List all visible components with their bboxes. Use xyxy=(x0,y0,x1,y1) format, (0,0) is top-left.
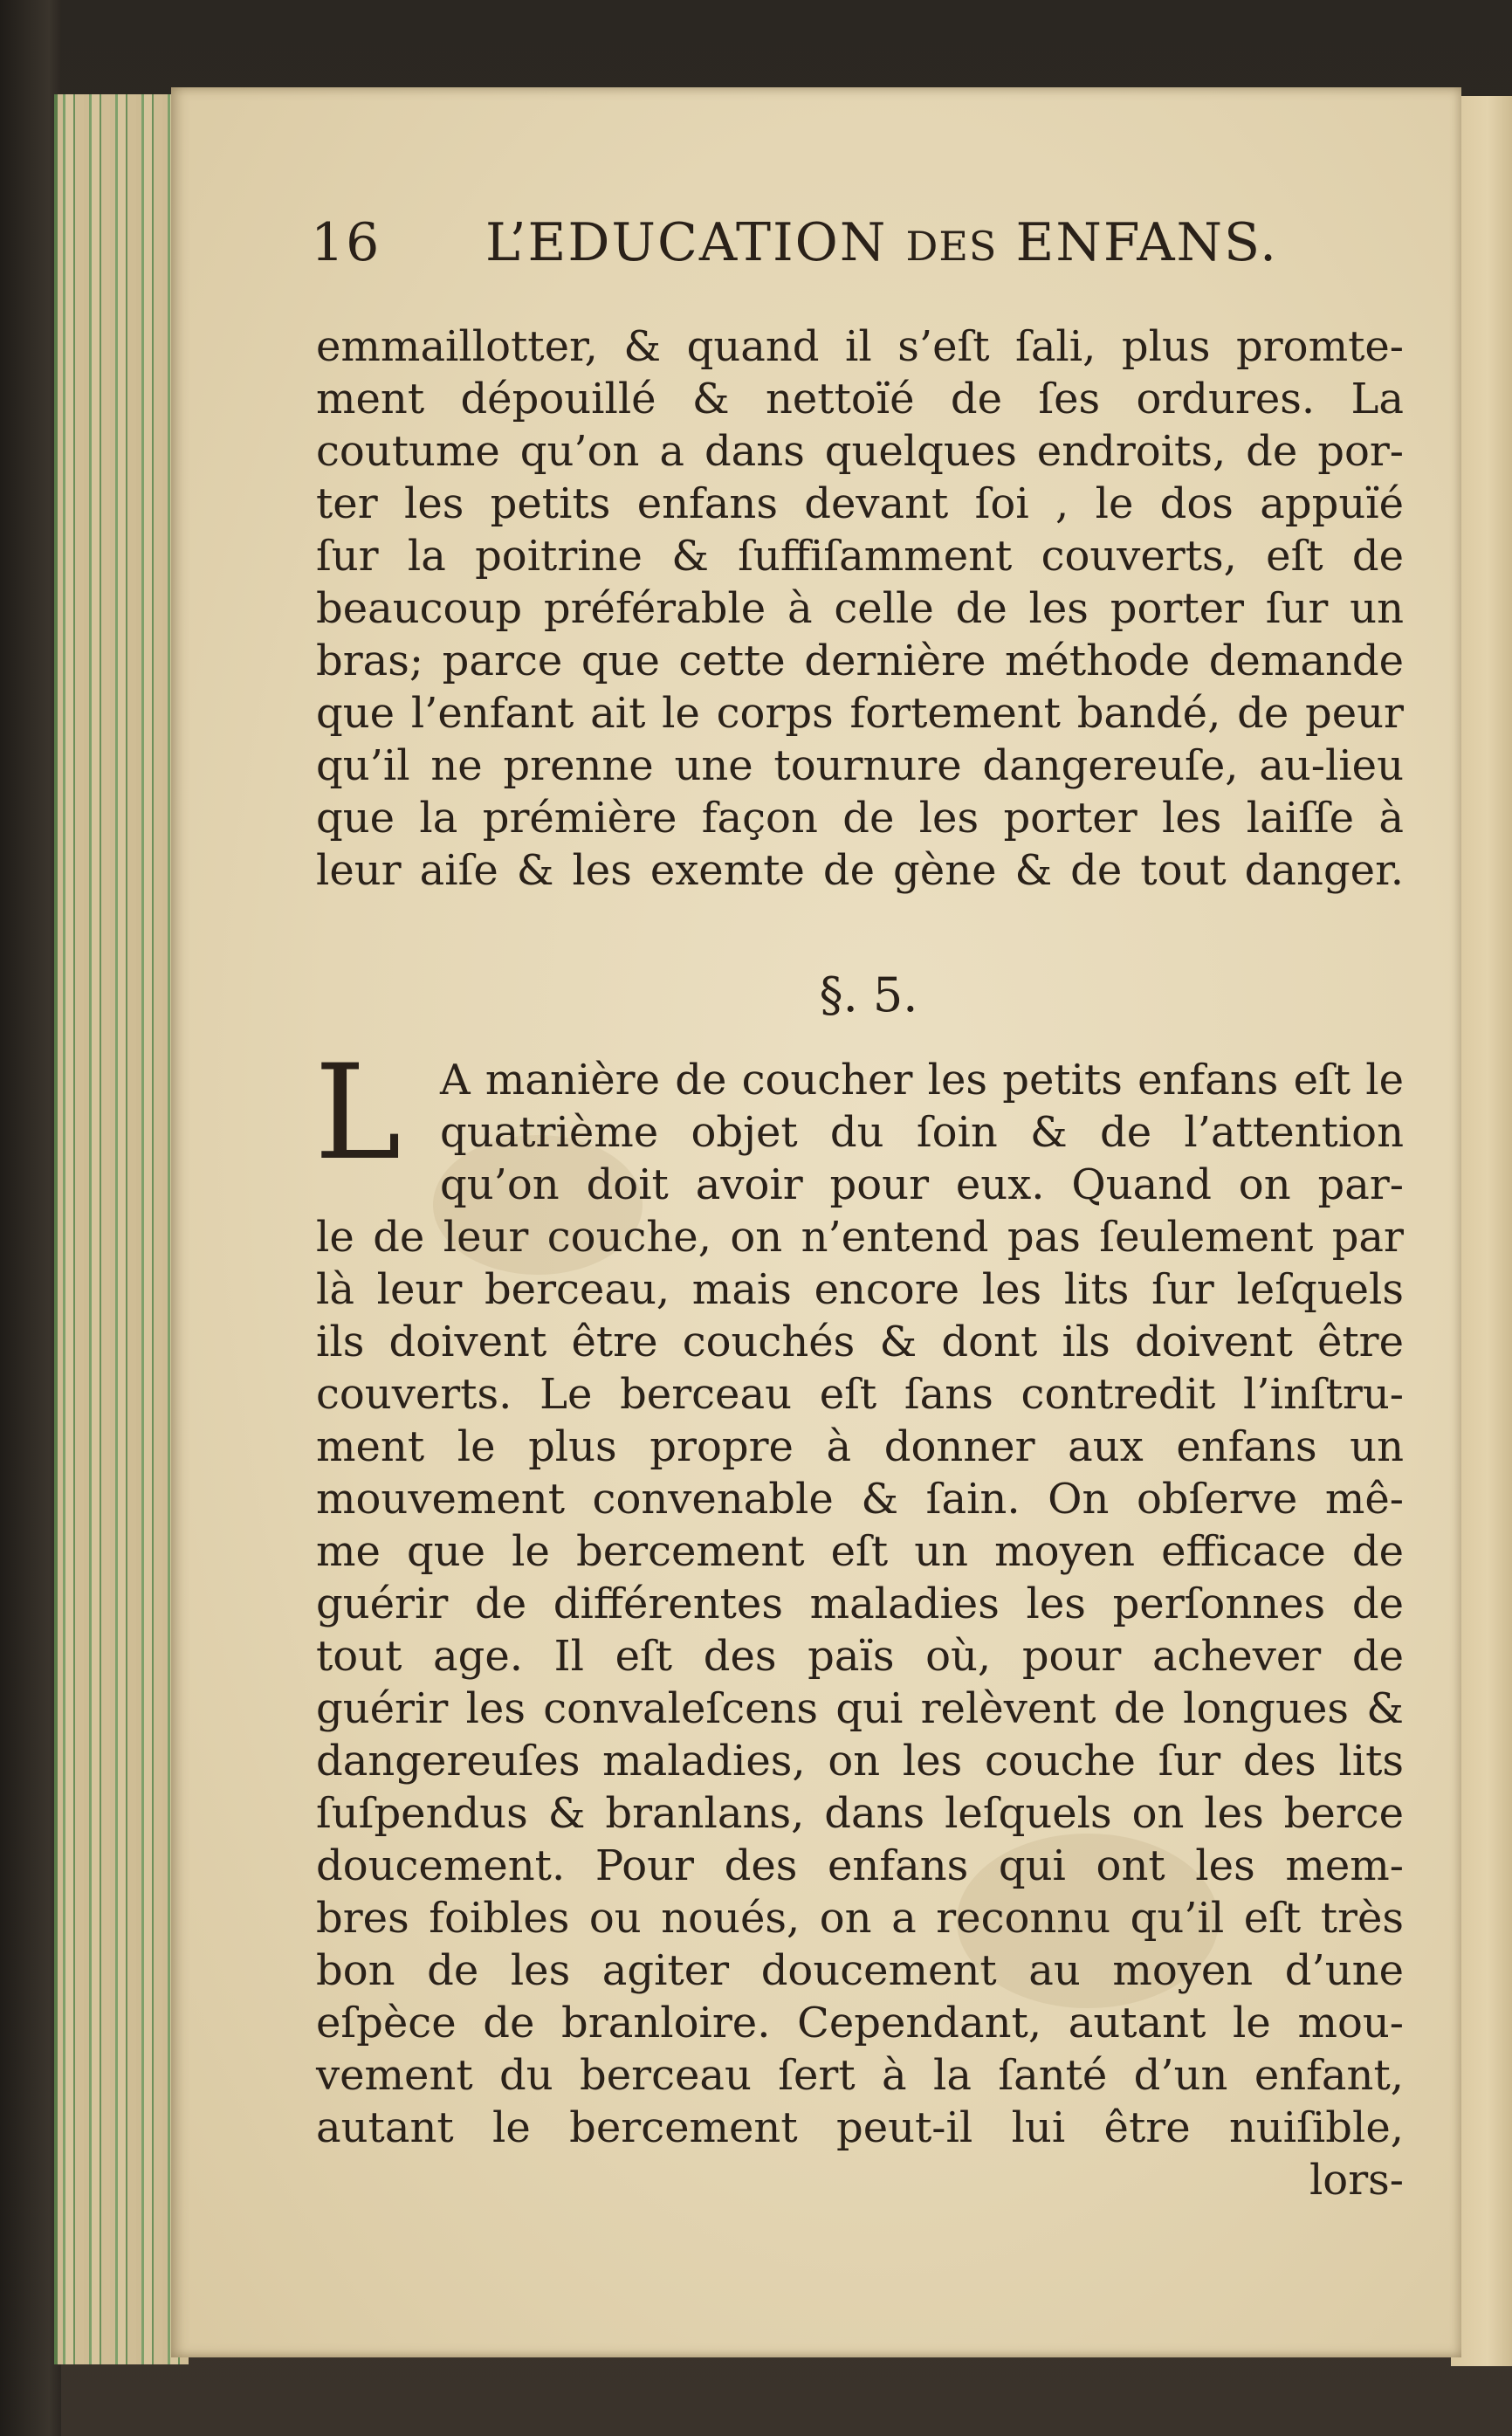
text-line: le de leur couche, on n’entend pas ſeulement par xyxy=(316,1213,1404,1262)
page-edges xyxy=(54,94,189,2364)
text-line: A manière de coucher les petits enfans eſt le xyxy=(440,1056,1404,1104)
text-line: doucement. Pour des enfans qui ont les mem- xyxy=(316,1841,1404,1890)
text-line: me que le bercement eſt un moyen efficace de xyxy=(316,1527,1404,1576)
text-line: emmaillotter, & quand il s’eſt ſali, plus promte- xyxy=(316,322,1404,371)
book-page xyxy=(171,87,1461,2357)
text-line: guérir les convaleſcens qui relèvent de longues & xyxy=(316,1684,1404,1733)
text-line: ſuſpendus & branlans, dans leſquels on les berce xyxy=(316,1789,1404,1838)
text-line: ter les petits enfans devant ſoi , le dos appuïé xyxy=(316,479,1404,528)
text-line: que la prémière façon de les porter les laiſſe à xyxy=(316,794,1404,843)
text-line: quatrième objet du ſoin & de l’attention xyxy=(440,1108,1404,1157)
running-title-part: ENFANS. xyxy=(1015,212,1279,273)
text-line: mouvement convenable & ſain. On obſerve mê- xyxy=(316,1475,1404,1524)
text-line: autant le bercement peut-il lui être nuiſible, xyxy=(316,2103,1404,2152)
text-line: coutume qu’on a dans quelques endroits, de por- xyxy=(316,427,1404,476)
text-line: ſur la poitrine & ſuffiſamment couverts, eſt de xyxy=(316,532,1404,581)
text-line: bras; parce que cette dernière méthode demande xyxy=(316,637,1404,685)
text-line: dangereuſes maladies, on les couche ſur des lits xyxy=(316,1737,1404,1786)
section-heading: §. 5. xyxy=(819,967,918,1022)
text-line: vement du berceau ſert à la ſanté d’un enfant, xyxy=(316,2051,1404,2100)
running-title-part: L’EDUCATION xyxy=(485,212,888,273)
text-line: eſpèce de branloire. Cependant, autant le mou- xyxy=(316,1999,1404,2047)
catchword: lors- xyxy=(1309,2156,1404,2205)
text-line: que l’enfant ait le corps fortement bandé, de peur xyxy=(316,689,1404,738)
text-line: tout age. Il eſt des païs où, pour achever de xyxy=(316,1632,1404,1681)
text-line: qu’on doit avoir pour eux. Quand on par- xyxy=(440,1160,1404,1209)
book-binding xyxy=(0,0,61,2436)
text-line: ment le plus propre à donner aux enfans un xyxy=(316,1422,1404,1471)
text-line: beaucoup préférable à celle de les porter ſur un xyxy=(316,584,1404,633)
drop-cap: L xyxy=(314,1037,402,1189)
running-title-part: DES xyxy=(905,223,998,270)
text-line: bon de les agiter doucement au moyen d’une xyxy=(316,1946,1404,1995)
text-line: guérir de différentes maladies les perſonnes de xyxy=(316,1579,1404,1628)
running-title xyxy=(485,208,1278,281)
page-header xyxy=(311,208,1446,278)
text-line: ment dépouillé & nettoïé de ſes ordures. La xyxy=(316,375,1404,423)
text-line: couverts. Le berceau eſt ſans contredit l’inſtru- xyxy=(316,1370,1404,1419)
text-line: là leur berceau, mais encore les lits ſur leſquels xyxy=(316,1265,1404,1314)
page-number: 16 xyxy=(311,212,381,273)
text-line: qu’il ne prenne une tournure dangereuſe, au-lieu xyxy=(316,741,1404,790)
text-line: leur aiſe & les exemte de gène & de tout danger. xyxy=(316,846,1404,895)
text-line: ils doivent être couchés & dont ils doivent être xyxy=(316,1318,1404,1366)
text-line: bres foibles ou noués, on a reconnu qu’il eſt très xyxy=(316,1894,1404,1943)
